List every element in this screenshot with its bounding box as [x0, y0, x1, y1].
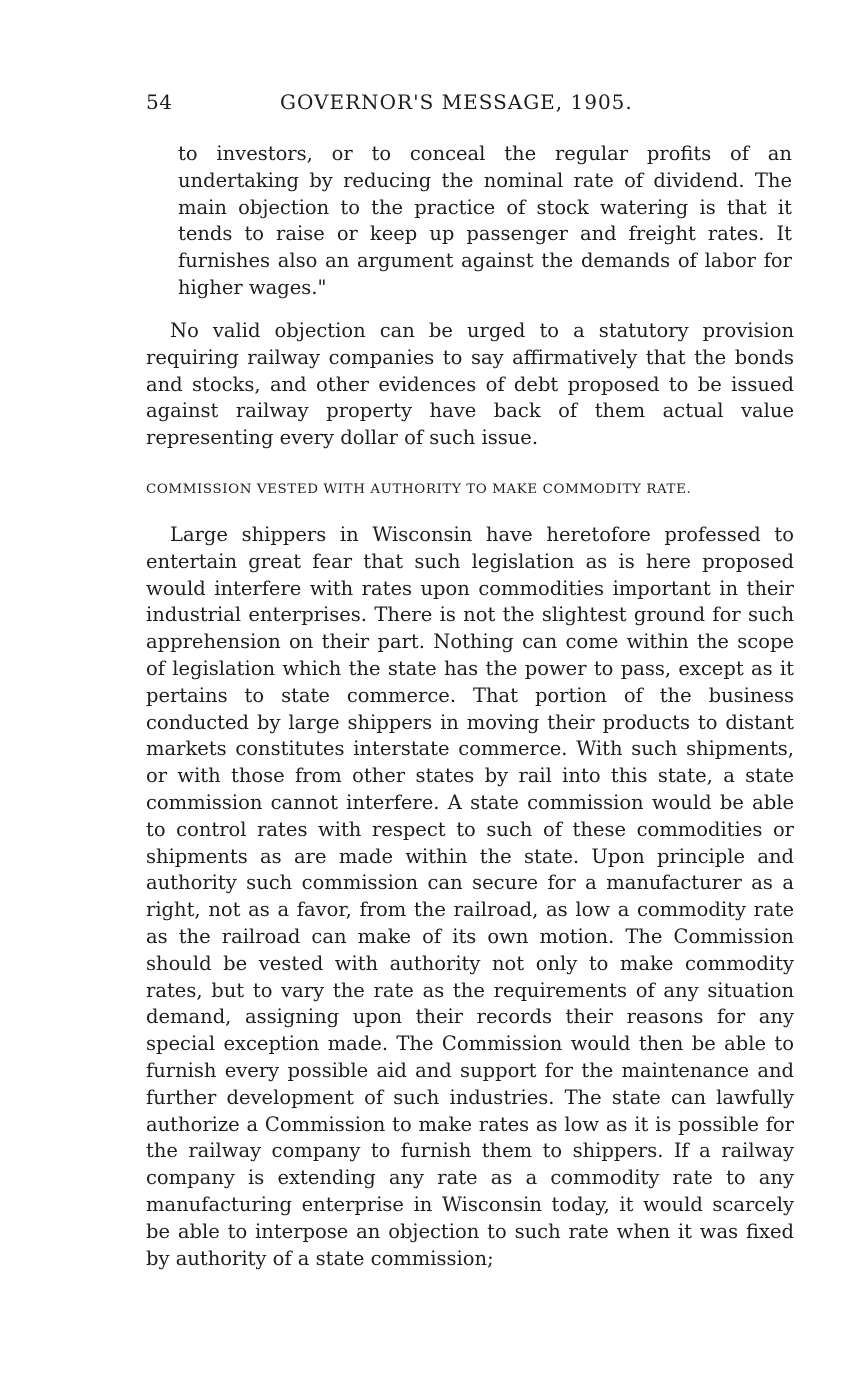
page-number: 54	[146, 90, 173, 114]
paragraph-valid-objection: No valid objection can be urged to a statutory provision requiring railway companies to say affirmatively that the bonds and stocks, and other evidences of debt proposed to be issued against railway property have back of them actual value representing every dollar of such issue.	[146, 319, 794, 450]
section-heading: COMMISSION VESTED WITH AUTHORITY TO MAKE COMMODITY RATE.	[146, 482, 692, 497]
quoted-passage: to investors, or to conceal the regular profits of an undertaking by reducing the nominal rate of dividend. The main objection to the practice of stock watering is that it tends to raise or keep up passenger and freight rates. It furnishes also an argument against the demands of labor for higher wages."	[178, 142, 792, 299]
paragraph-large-shippers: Large shippers in Wisconsin have heretofore professed to entertain great fear that such legislation as is here proposed would interfere with rates upon commodities important in their industrial enterprises. There is not the slightest ground for such apprehension on their part. Nothing can come within the scope of legislation which the state has the power to pass, except as it pertains to state commerce. That portion of the business conducted by large shippers in moving their products to distant markets constitutes interstate commerce. With such shipments, or with those from other states by rail into this state, a state commission cannot interfere. A state commission would be able to control rates with respect to such of these commodities or shipments as are made within the state. Upon principle and authority such commission can secure for a manufacturer as a right, not as a favor, from the railroad, as low a commodity rate as the railroad can make of its own motion. The Commission should be vested with authority not only to make commodity rates, but to vary the rate as the requirements of any situation demand, assigning upon their records their reasons for any special exception made. The Commission would then be able to furnish every possible aid and support for the maintenance and further development of such industries. The state can lawfully authorize a Commission to make rates as low as it is possible for the railway company to furnish them to shippers. If a railway company is extending any rate as a commodity rate to any manufacturing enterprise in Wisconsin today, it would scarcely be able to interpose an objection to such rate when it was fixed by authority of a state commission;	[146, 523, 794, 1270]
running-head	[146, 90, 796, 122]
header-title: GOVERNOR'S MESSAGE, 1905.	[280, 90, 633, 114]
